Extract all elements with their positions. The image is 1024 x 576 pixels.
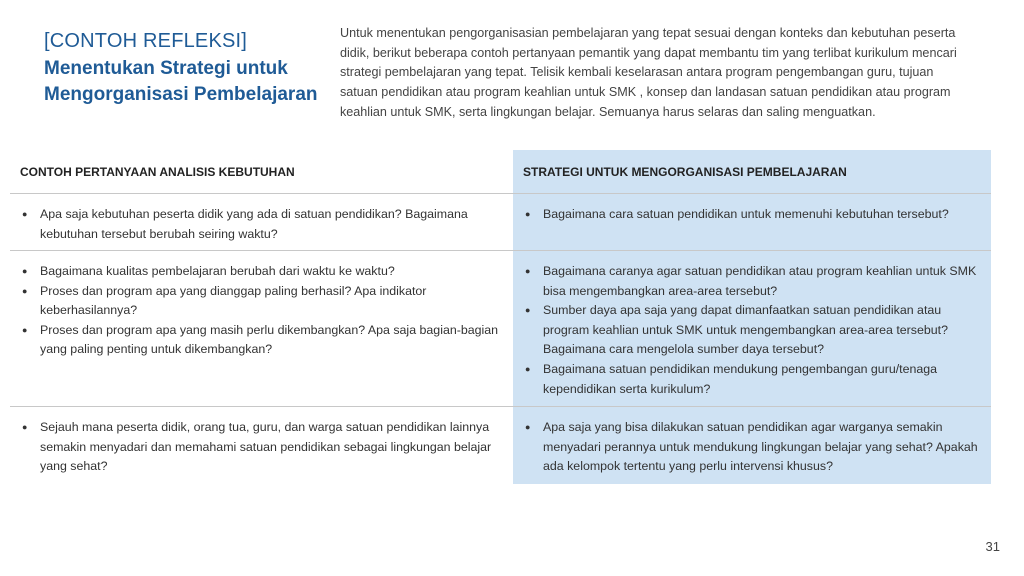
table-row [10, 407, 991, 484]
list-item: ● Proses dan program apa yang masih perlu dikembangkan? Apa saja bagian-bagian yang paling penting untuk dikembangkan? [20, 321, 503, 360]
list-item: ● Apa saja kebutuhan peserta didik yang ada di satuan pendidikan? Bagaimana kebutuhan tersebut berubah seiring waktu? [20, 205, 503, 244]
header-strategy: STRATEGI UNTUK MENGORGANISASI PEMBELAJARAN [513, 150, 991, 193]
page-title: Menentukan Strategi untuk Mengorganisasi Pembelajaran [44, 58, 318, 105]
list-item: ● Proses dan program apa yang dianggap paling berhasil? Apa indikator keberhasilannya? [20, 282, 503, 321]
table-row [10, 194, 991, 251]
header-needs-analysis: CONTOH PERTANYAAN ANALISIS KEBUTUHAN [20, 164, 295, 179]
strategy-cell [513, 194, 991, 250]
list-item: ● Bagaimana caranya agar satuan pendidikan atau program keahlian untuk SMK bisa mengembangkan area-area tersebut? [523, 262, 981, 301]
list-item: ● Bagaimana cara satuan pendidikan untuk memenuhi kebutuhan tersebut? [523, 205, 981, 225]
intro-paragraph: Untuk menentukan pengorganisasian pembelajaran yang tepat sesuai dengan konteks dan kebutuhan peserta didik, berikut beberapa contoh pertanyaan pemantik yang dapat membantu tim yang terlibat kurikulum mencari strategi pembelajaran yang tepat. Telisik kembali keselarasan antara program pengembangan guru, tujuan satuan pendidikan atau program keahlian untuk SMK , konsep dan landasan satuan pendidikan atau program keahlian untuk SMK, serta lingkungan belajar. Semuanya harus selaras dan saling menguatkan. [340, 26, 957, 119]
list-item: ● Sejauh mana peserta didik, orang tua, guru, dan warga satuan pendidikan lainnya semakin menyadari dan memahami satuan pendidikan sebagai lingkungan belajar yang sehat? [20, 418, 503, 477]
list-item: ● Bagaimana satuan pendidikan mendukung pengembangan guru/tenaga kependidikan serta kurikulum? [523, 360, 981, 399]
table-row [10, 251, 991, 407]
strategy-cell [513, 407, 991, 484]
question-cell [10, 251, 513, 406]
list-item: ● Apa saja yang bisa dilakukan satuan pendidikan agar warganya semakin menyadari perannya untuk mendukung lingkungan belajar yang sehat? Apakah ada kelompok tertentu yang perlu intervensi khusus? [523, 418, 981, 477]
question-cell [10, 194, 513, 250]
strategy-cell [513, 251, 991, 406]
list-item: ● Bagaimana kualitas pembelajaran berubah dari waktu ke waktu? [20, 262, 503, 282]
question-cell [10, 407, 513, 484]
table-header-row [10, 150, 991, 194]
section-kicker: [CONTOH REFLEKSI] [44, 30, 248, 52]
reflection-table [10, 150, 991, 484]
page-number: 31 [985, 539, 1000, 554]
list-item: ● Sumber daya apa saja yang dapat dimanfaatkan satuan pendidikan atau program keahlian untuk SMK untuk mengembangkan area-area tersebut? Bagaimana cara mengelola sumber daya tersebut? [523, 301, 981, 360]
title-block [44, 28, 334, 108]
